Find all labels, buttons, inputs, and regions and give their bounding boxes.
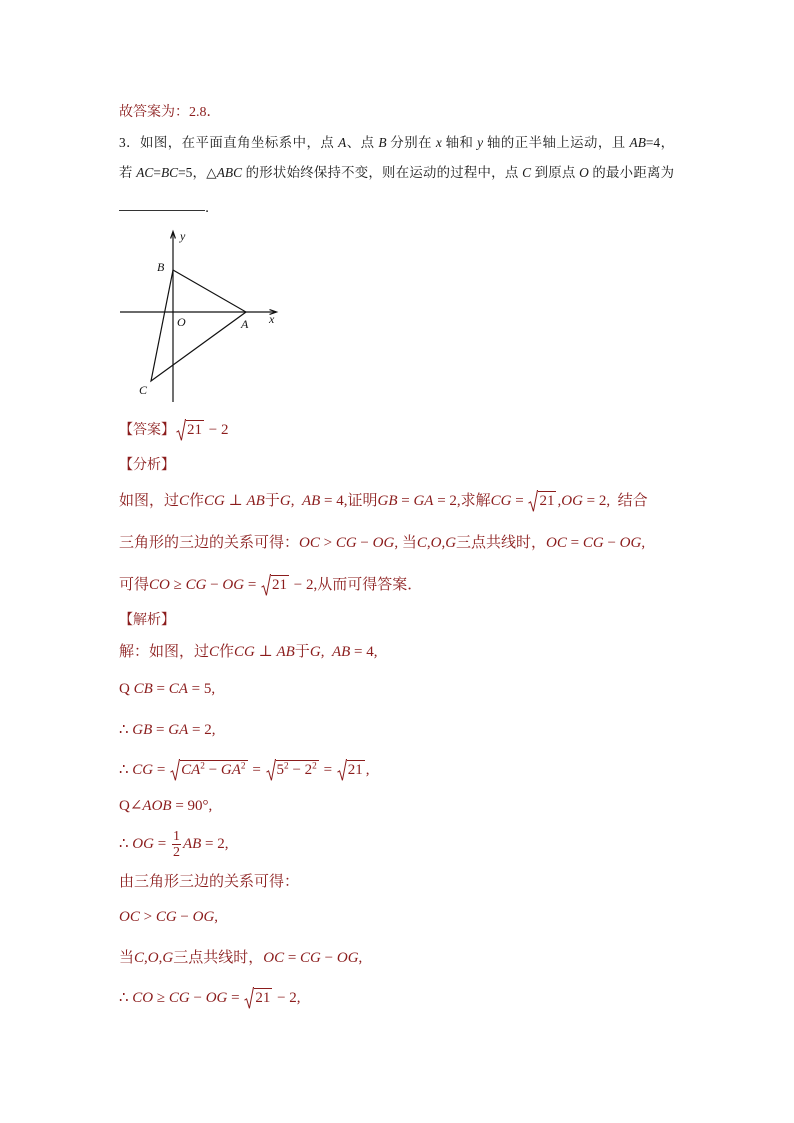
question-text: 轴和: [441, 135, 478, 150]
segment-ab-ref: AB: [629, 135, 646, 150]
blank-end-punctuation: ．: [205, 200, 219, 215]
question-text: =5，△: [178, 165, 217, 180]
math-operator: =: [153, 762, 170, 778]
math-var: OG: [132, 835, 154, 852]
solution-line-6: [119, 829, 228, 860]
math-operator: ,: [365, 762, 370, 778]
math-var: OC: [263, 950, 285, 966]
point-b-label: B: [157, 260, 165, 274]
point-a-ref: A: [338, 135, 347, 150]
point-a-label: A: [241, 317, 249, 331]
coordinate-figure: [112, 222, 284, 408]
solution-line-1: [119, 641, 377, 663]
origin-ref: O: [579, 165, 589, 180]
text-run: 三角形的三边的关系可得：: [119, 535, 300, 551]
math-var: GA: [413, 493, 434, 509]
square-root: [528, 490, 556, 512]
text-run: 可得: [119, 577, 150, 593]
math-var: AB: [182, 835, 202, 852]
math-var: CO: [149, 577, 170, 593]
math-operator: ,: [641, 535, 646, 551]
math-operator: − 2,: [273, 990, 301, 1006]
math-var: GB: [132, 722, 153, 738]
solution-line-3: [119, 719, 215, 741]
text-run: 三点共线时，: [173, 950, 264, 966]
math-operator: ,: [426, 535, 431, 551]
math-var: C: [416, 535, 427, 551]
math-var: CO: [132, 990, 154, 1006]
text-run: 三点共线时，: [456, 535, 547, 551]
math-operator: −: [204, 762, 221, 778]
math-var: CG: [185, 577, 207, 593]
math-operator: ⊥: [254, 644, 277, 660]
math-operator: =: [319, 762, 336, 778]
y-axis-label: y: [180, 229, 186, 243]
math-operator: ,: [557, 493, 562, 509]
radicand: 21: [272, 577, 288, 593]
math-var: O: [430, 535, 442, 551]
text-run: 如图，过: [119, 493, 180, 509]
denominator: 2: [172, 845, 180, 860]
radicand: 21: [347, 762, 363, 778]
math-operator: − 2: [205, 422, 229, 438]
triangle-abc: [151, 270, 246, 381]
question-text: =4，: [645, 135, 674, 150]
math-var: OG: [205, 990, 228, 1006]
math-operator: = 5,: [187, 681, 216, 697]
math-operator: = 90°,: [171, 798, 213, 814]
analysis-line-2: [119, 532, 645, 554]
solution-label: 【解析】: [119, 612, 175, 628]
question-text: 、点: [346, 135, 379, 150]
question-line-2: [119, 162, 674, 184]
math-var: OG: [561, 493, 583, 509]
question-text: 的形状始终保持不变，则在运动的过程中，点: [242, 165, 523, 180]
point-c-label: C: [139, 383, 148, 397]
origin-label: O: [177, 315, 186, 329]
x-axis-ref: x: [435, 135, 442, 150]
analysis-line-3: [119, 574, 422, 596]
previous-answer-line: 故答案为：2.8．: [119, 105, 221, 120]
math-var: AB: [331, 644, 351, 660]
segment-ac-ref: AC: [136, 165, 154, 180]
math-operator: ,: [358, 950, 363, 966]
math-var: C: [209, 644, 220, 660]
question-line-1: [119, 132, 674, 154]
math-var: C: [134, 950, 145, 966]
math-operator: Q: [119, 681, 134, 697]
math-var: AOB: [142, 798, 172, 814]
math-var: AB: [301, 493, 321, 509]
solution-line-7: 由三角形三边的关系可得：: [119, 874, 300, 890]
math-var: CG: [582, 535, 604, 551]
math-operator: = 4,: [350, 644, 378, 660]
math-var: OG: [619, 535, 642, 551]
square-root: [170, 759, 247, 781]
question-text: 分别在: [386, 135, 436, 150]
text-run: − 2,从而可得答案．: [290, 577, 423, 593]
text-run: , 当: [394, 535, 417, 551]
analysis-line-1: [119, 490, 648, 512]
radical-sign-icon: [261, 574, 271, 596]
question-text: =: [153, 165, 161, 180]
exponent: 2: [284, 761, 289, 772]
math-operator: =: [153, 835, 170, 852]
math-operator: =: [152, 681, 169, 697]
triangle-abc-ref: ABC: [216, 165, 243, 180]
radicand: [180, 760, 247, 779]
radical-sign-icon: [266, 759, 276, 781]
radical-sign-icon: [170, 759, 180, 781]
math-var: CG: [155, 909, 177, 925]
math-operator: −: [176, 909, 193, 925]
math-var: GB: [377, 493, 398, 509]
math-operator: =: [566, 535, 583, 551]
math-var: G: [445, 535, 457, 551]
math-operator: −: [356, 535, 373, 551]
math-var: G: [309, 644, 321, 660]
math-operator: ≥: [169, 577, 186, 593]
question-text: 轴的正半轴上运动，且: [483, 135, 630, 150]
math-operator: =: [397, 493, 414, 509]
segment-bc-ref: BC: [160, 165, 179, 180]
math-operator: ,: [214, 909, 219, 925]
fraction: [172, 829, 181, 860]
solution-line-8: [119, 906, 218, 928]
math-operator: −: [206, 577, 223, 593]
solution-line-4: [119, 759, 370, 781]
math-var: OC: [546, 535, 567, 551]
math-operator: − 2: [288, 762, 313, 778]
solution-line-2: [119, 678, 215, 700]
math-var: CA: [181, 762, 201, 778]
math-operator: =: [152, 722, 169, 738]
radical-sign-icon: [337, 759, 347, 781]
question-text: 到原点: [531, 165, 580, 180]
math-var: AB: [246, 493, 265, 509]
exponent: 2: [200, 761, 205, 772]
math-var: CB: [133, 681, 153, 697]
math-operator: ⊥: [224, 493, 247, 509]
answer-line: [119, 419, 228, 441]
square-root: [337, 759, 365, 781]
numerator: 1: [172, 829, 180, 844]
answer-blank: [119, 196, 205, 211]
math-var: CG: [234, 644, 255, 660]
math-var: GA: [220, 762, 241, 778]
solution-line-10: [119, 987, 301, 1009]
text-run: = 2,求解: [433, 493, 491, 509]
answer-blank-line: [119, 196, 218, 219]
math-var: OC: [299, 535, 320, 551]
math-var: CG: [168, 990, 190, 1006]
math-operator: ≥: [153, 990, 169, 1006]
math-operator: =: [227, 990, 244, 1006]
math-var: OG: [192, 909, 215, 925]
text-run: 作: [189, 493, 205, 509]
radicand: 21: [539, 493, 555, 509]
math-operator: =: [248, 762, 265, 778]
math-operator: = 2,: [201, 835, 229, 852]
square-root: [266, 759, 319, 781]
text-run: ,: [290, 493, 302, 509]
question-text: 若: [119, 165, 137, 180]
text-run: 于: [294, 644, 310, 660]
math-var: OC: [119, 909, 140, 925]
text-run: = 4,证明: [320, 493, 378, 509]
math-operator: ,: [441, 535, 446, 551]
math-operator: =: [244, 577, 261, 593]
math-var: O: [147, 950, 159, 966]
math-operator: −: [189, 990, 206, 1006]
radical-sign-icon: [176, 419, 186, 441]
analysis-label: 【分析】: [119, 457, 175, 473]
text-run: = 2, 结合: [582, 493, 648, 509]
square-root: [244, 987, 272, 1009]
radical-sign-icon: [528, 490, 538, 512]
math-var: G: [162, 950, 174, 966]
text-run: 当: [119, 950, 135, 966]
math-operator: ,: [158, 950, 163, 966]
math-var: CG: [335, 535, 357, 551]
square-root: [261, 574, 289, 596]
question-text: 3．如图，在平面直角坐标系中，点: [119, 135, 339, 150]
math-operator: = 2,: [188, 722, 216, 738]
math-operator: −: [320, 950, 337, 966]
text-run: 于: [264, 493, 280, 509]
math-operator: ∴: [119, 762, 133, 778]
math-operator: ,: [320, 644, 332, 660]
math-var: OG: [372, 535, 395, 551]
math-operator: ∴: [119, 722, 133, 738]
radicand: 21: [187, 422, 202, 438]
math-var: C: [179, 493, 190, 509]
math-operator: >: [139, 909, 156, 925]
square-root: [176, 419, 204, 441]
answer-label: 【答案】: [119, 422, 175, 438]
x-axis-label: x: [269, 312, 275, 326]
solution-line-9: [119, 947, 362, 969]
math-operator: Q∠: [119, 798, 143, 814]
y-axis-ref: y: [477, 135, 484, 150]
exponent: 2: [312, 761, 317, 772]
radicand: [276, 760, 319, 779]
math-operator: =: [284, 950, 301, 966]
text-run: 作: [219, 644, 235, 660]
math-var: CG: [300, 950, 321, 966]
radicand: 21: [255, 990, 271, 1006]
math-operator: >: [319, 535, 336, 551]
text-run: 解：如图，过: [119, 644, 210, 660]
question-text: 的最小距离为: [588, 165, 674, 180]
math-operator: −: [603, 535, 620, 551]
math-var: OG: [222, 577, 245, 593]
exponent: 2: [240, 761, 246, 772]
math-operator: ∴: [119, 990, 133, 1006]
math-var: CG: [490, 493, 512, 509]
math-var: G: [279, 493, 291, 509]
math-var: CG: [132, 762, 154, 778]
radical-sign-icon: [244, 987, 254, 1009]
point-b-ref: B: [378, 135, 387, 150]
solution-line-5: [119, 795, 212, 817]
math-var: CG: [204, 493, 225, 509]
math-var: AB: [276, 644, 295, 660]
math-var: OG: [336, 950, 359, 966]
math-operator: =: [511, 493, 528, 509]
point-c-ref: C: [522, 165, 531, 180]
math-operator: ,: [144, 950, 148, 966]
math-var: CA: [168, 681, 188, 697]
math-var: GA: [168, 722, 189, 738]
math-number: 5: [276, 762, 285, 778]
math-operator: ∴: [119, 835, 133, 852]
